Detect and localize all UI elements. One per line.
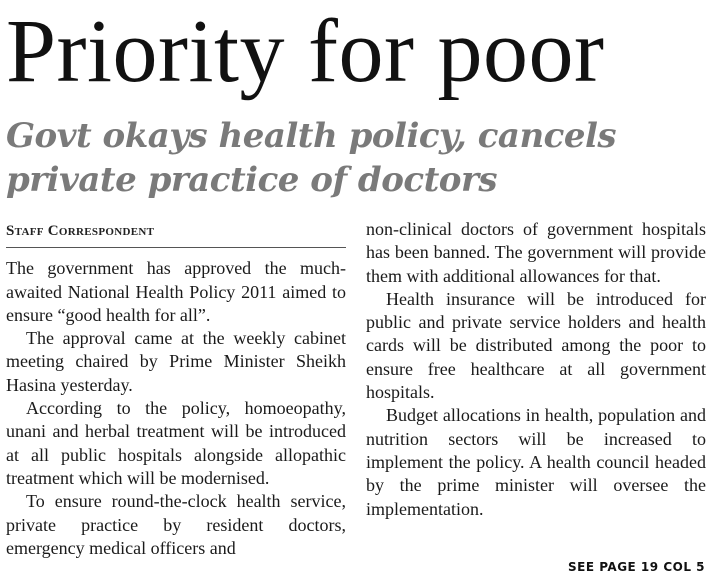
byline: Staff Correspondent xyxy=(6,217,346,248)
continued-on-page-link: SEE PAGE 19 COL 5 xyxy=(568,560,705,574)
paragraph: Health insurance will be introduced for public and private service holders and health cards will be distributed among the poor to ensure free healthcare at all government hospitals. xyxy=(366,288,706,403)
subheadline-line-1: Govt okays health policy, cancels xyxy=(6,116,617,156)
headline: Priority for poor xyxy=(6,2,605,101)
right-column xyxy=(366,218,706,521)
paragraph: Budget allocations in health, population and nutrition sectors will be increased to implement the policy. A health council headed by the prime minister will oversee the implementation. xyxy=(366,405,706,519)
left-column xyxy=(6,217,346,560)
subheadline xyxy=(6,114,710,202)
paragraph: The approval came at the weekly cabinet meeting chaired by Prime Minister Sheikh Hasina yesterday. xyxy=(6,328,346,395)
paragraph: The government has approved the much-awaited National Health Policy 2011 aimed to ensure “good health for all”. xyxy=(6,258,346,325)
paragraph: To ensure round-the-clock health service, private practice by resident doctors, emergency medical officers and xyxy=(6,491,346,558)
subheadline-line-2: private practice of doctors xyxy=(6,160,498,200)
paragraph: non-clinical doctors of government hospitals has been banned. The government will provide them with additional allowances for that. xyxy=(366,219,706,286)
paragraph: According to the policy, homoeopathy, unani and herbal treatment will be introduced at all public hospitals alongside allopathic treatment which will be modernised. xyxy=(6,398,346,488)
